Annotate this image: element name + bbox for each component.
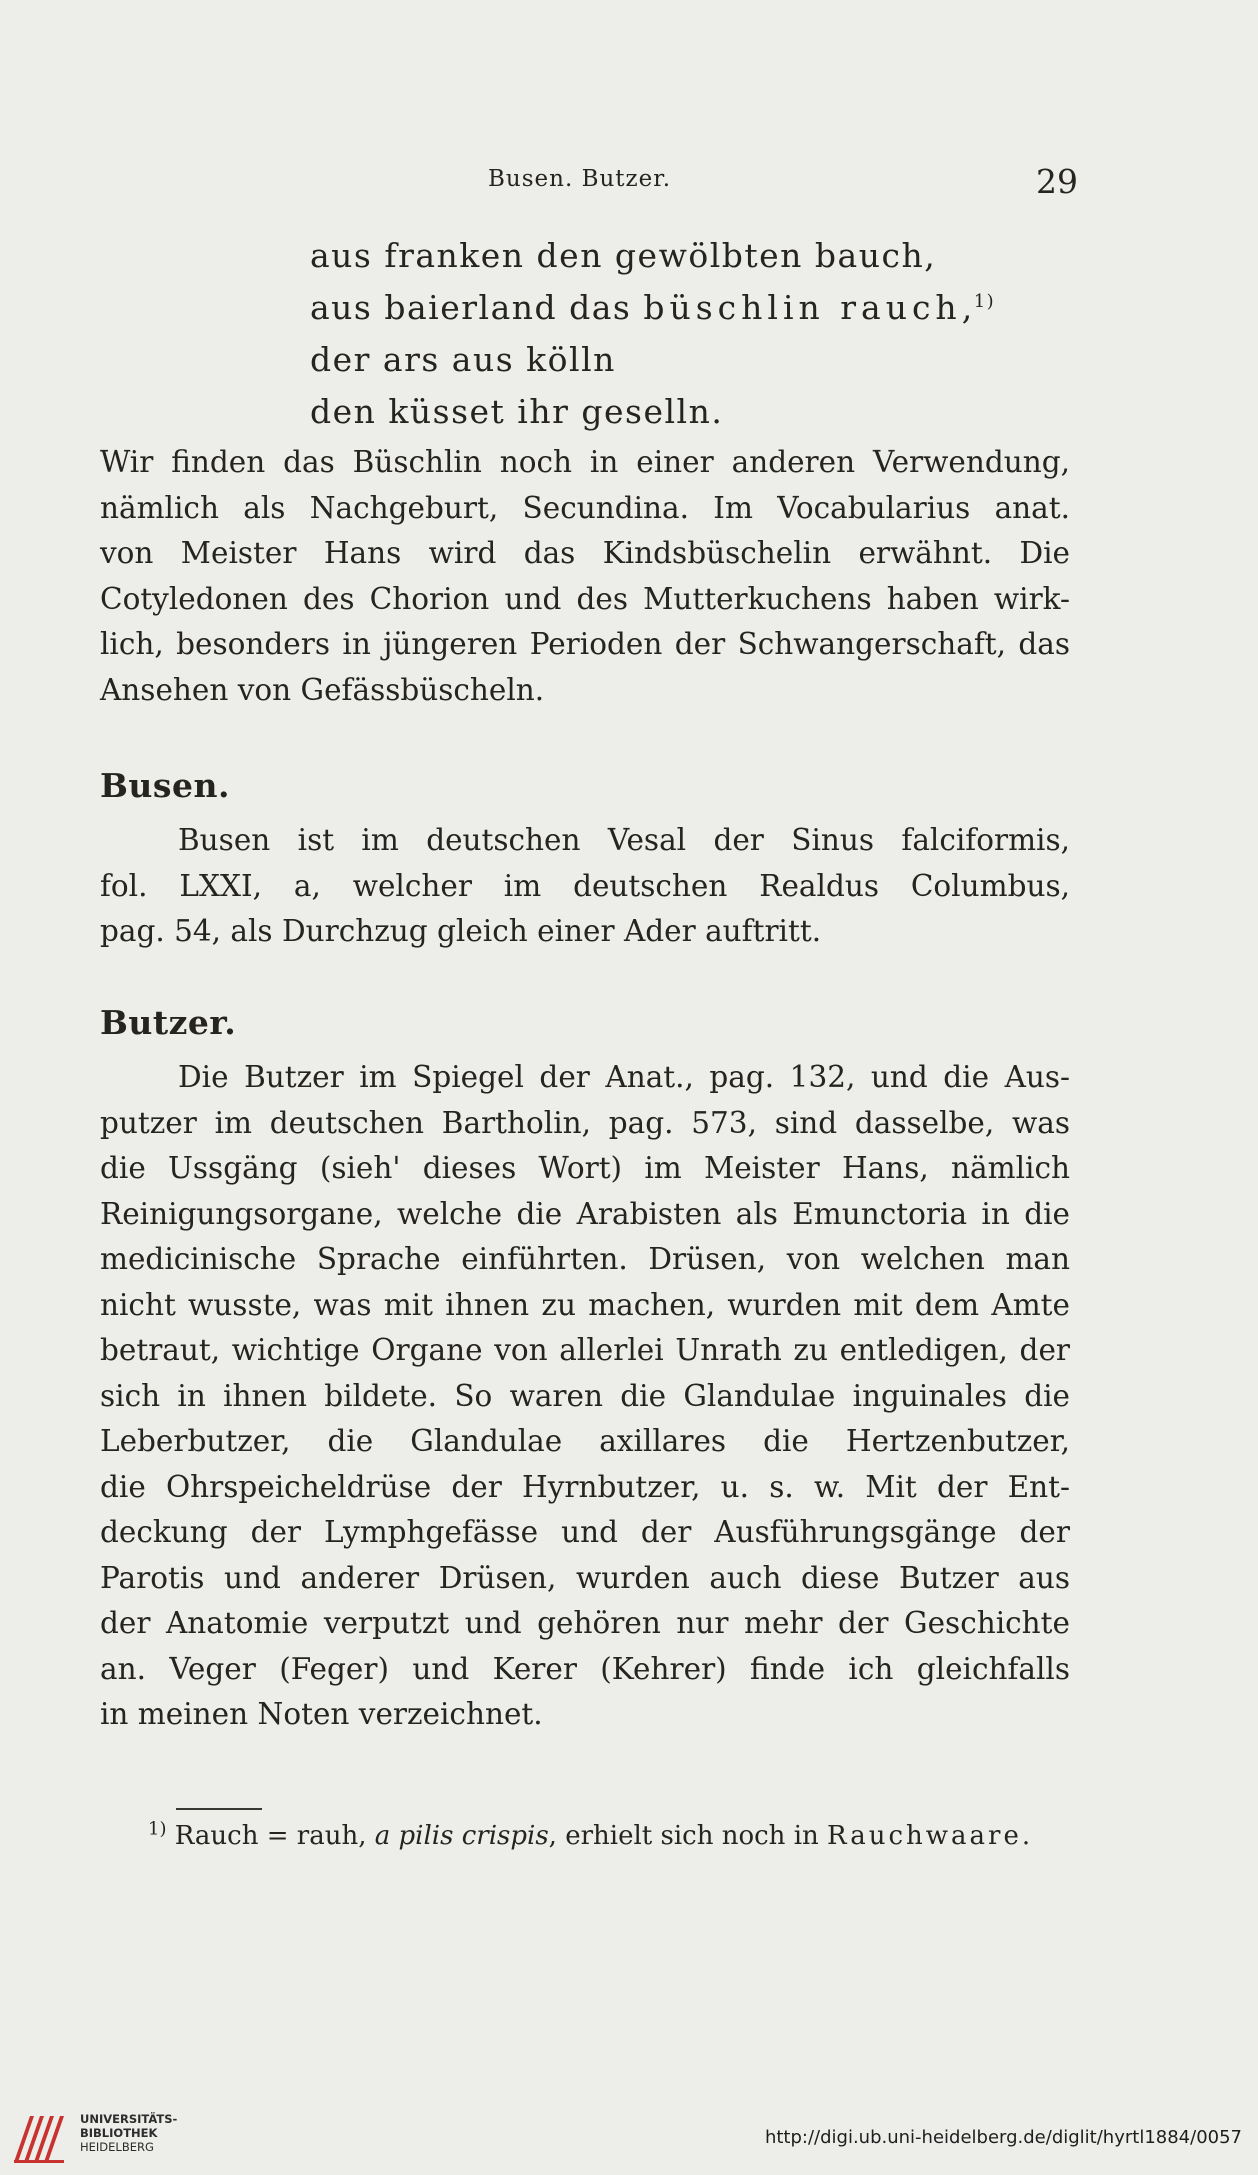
text-line: putzer im deutschen Bartholin, pag. 573, sind dasselbe, was [100, 1105, 1070, 1140]
text-line: an. Veger (Feger) und Kerer (Kehrer) finde ich gleichfalls [100, 1651, 1070, 1686]
verse-line [310, 282, 995, 334]
library-logo-icon [10, 2108, 68, 2166]
text-line: Die Butzer im Spiegel der Anat., pag. 132, und die Aus- [178, 1060, 1070, 1094]
section-heading-busen: Busen. [100, 766, 230, 805]
text-line: Ansehen von Gefässbüscheln. [100, 672, 545, 707]
intro-paragraph [100, 440, 1070, 713]
verse-line: der ars aus kölln [310, 340, 616, 379]
verse-block [310, 230, 995, 438]
footnote-text: , erhielt sich noch in [548, 1821, 828, 1851]
footnote [148, 1816, 1030, 1856]
text-line: nämlich als Nachgeburt, Secundina. Im Vocabularius anat. [100, 490, 1070, 525]
source-url[interactable]: http://digi.ub.uni-heidelberg.de/diglit/hyrtl1884/0057 [764, 2127, 1242, 2148]
text-line: der Anatomie verputzt und gehören nur mehr der Geschichte [100, 1606, 1070, 1640]
footnote-rule [176, 1808, 262, 1810]
section-heading-butzer: Butzer. [100, 1003, 237, 1042]
section-paragraph-butzer [100, 1055, 1070, 1738]
verse-text: , [961, 288, 974, 327]
footnote-text: . [1021, 1821, 1031, 1851]
text-line: Busen ist im deutschen Vesal der Sinus falciformis, [178, 823, 1070, 857]
text-line: Wir finden das Büschlin noch in einer anderen Verwendung, [100, 445, 1070, 479]
text-line: in meinen Noten verzeichnet. [100, 1697, 543, 1731]
running-title: Busen. Butzer. [488, 166, 672, 192]
library-logo [10, 2108, 200, 2168]
footnote-text: Rauch = rauh, [174, 1821, 375, 1851]
text-line: von Meister Hans wird das Kindsbüschelin erwähnt. Die [100, 536, 1070, 570]
text-line: Parotis und anderer Drüsen, wurden auch diese Butzer aus [100, 1560, 1070, 1595]
verse-line: aus franken den gewölbten bauch, [310, 236, 937, 275]
text-line: die Ussgäng (sieh' dieses Wort) im Meister Hans, nämlich [100, 1151, 1070, 1185]
footnote-spaced-text: Rauchwaare [827, 1821, 1022, 1851]
verse-spaced-text: büschlin rauch [643, 288, 962, 327]
text-line: Leberbutzer, die Glandulae axillares die Hertzenbutzer, [100, 1424, 1070, 1458]
text-line: nicht wusste, was mit ihnen zu machen, wurden mit dem Amte [100, 1287, 1070, 1322]
running-header [0, 162, 1258, 202]
text-line: Reinigungsorgane, welche die Arabisten als Emunctoria in die [100, 1196, 1070, 1231]
library-name-line: BIBLIOTHEK [80, 2126, 158, 2140]
library-name-line: UNIVERSITÄTS- [80, 2112, 178, 2126]
text-line: sich in ihnen bildete. So waren die Glandulae inguinales die [100, 1378, 1070, 1413]
page-number: 29 [1036, 162, 1078, 201]
footnote-italic-text: a pilis crispis [374, 1821, 549, 1851]
text-line: Cotyledonen des Chorion und des Mutterkuchens haben wirk- [100, 581, 1070, 616]
text-line: deckung der Lymphgefässe und der Ausführungsgänge der [100, 1515, 1070, 1549]
text-line: lich, besonders in jüngeren Perioden der Schwangerschaft, das [100, 627, 1070, 661]
verse-line: den küsset ihr geselln. [310, 392, 724, 431]
library-name-line: HEIDELBERG [80, 2140, 154, 2154]
section-paragraph-busen [100, 818, 1070, 955]
text-line: medicinische Sprache einführten. Drüsen, von welchen man [100, 1242, 1070, 1276]
library-name [80, 2112, 177, 2154]
verse-text: aus baierland das [310, 288, 644, 327]
text-line: die Ohrspeicheldrüse der Hyrnbutzer, u. s. w. Mit der Ent- [100, 1469, 1070, 1504]
text-line: pag. 54, als Durchzug gleich einer Ader auftritt. [100, 914, 822, 948]
text-line: betraut, wichtige Organe von allerlei Unrath zu entledigen, der [100, 1333, 1070, 1367]
footnote-marker: 1) [148, 1818, 167, 1840]
footnote-ref: 1) [973, 291, 996, 312]
text-line: fol. LXXI, a, welcher im deutschen Realdus Columbus, [100, 868, 1070, 903]
